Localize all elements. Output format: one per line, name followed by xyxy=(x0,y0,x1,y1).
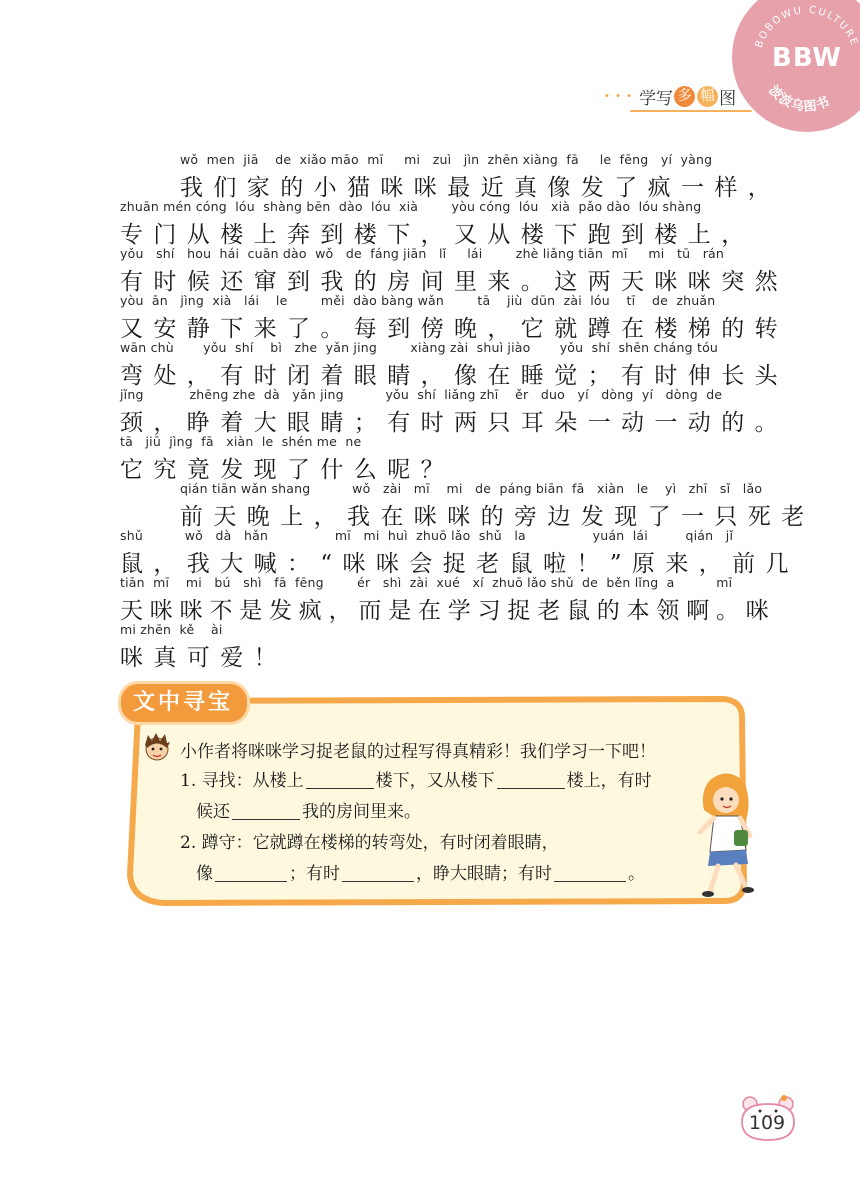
publisher-stamp xyxy=(732,0,860,132)
treasure-title: 文中寻宝 xyxy=(118,681,250,725)
girl-illustration-icon xyxy=(688,770,760,900)
hanzi-line: 天咪咪不是发疯，而是在学习捉老鼠的本领啊。咪 xyxy=(120,598,776,624)
answer-blank[interactable] xyxy=(306,770,374,789)
answer-blank[interactable] xyxy=(232,801,300,820)
essay-line xyxy=(120,622,760,669)
pinyin-line: zhuān mén cóng lóu shàng bēn dào lóu xià yòu cóng lóu xià pǎo dào lóu shàng xyxy=(120,199,702,214)
header-text-pre: 学写 xyxy=(639,89,674,109)
page-number-badge xyxy=(738,1092,798,1142)
pinyin-line: qián tiān wǎn shang wǒ zài mī mi de páng biān fā xiàn le yì zhī sǐ lǎo xyxy=(180,481,763,496)
pinyin-line: yǒu shí hou hái cuān dào wǒ de fáng jiān lǐ lái zhè liǎng tiān mī mi tū rán xyxy=(120,246,725,261)
answer-blank[interactable] xyxy=(554,863,626,882)
header-underline xyxy=(630,110,752,112)
boy-avatar-icon xyxy=(140,730,174,764)
essay-line xyxy=(120,199,760,246)
hanzi-line: 专门从楼上奔到楼下，又从楼下跑到楼上， xyxy=(120,222,755,248)
essay-line xyxy=(120,246,788,295)
essay-line xyxy=(120,575,776,624)
svg-text:BOBOWU CULTURE: BOBOWU CULTURE xyxy=(753,4,860,50)
pinyin-line: jǐng zhēng zhe dà yǎn jing yǒu shí liǎng zhī ěr duo yí dòng yí dòng de xyxy=(120,387,723,402)
treasure-prompt: 小作者将咪咪学习捉老鼠的过程写得真精彩！我们学习一下吧！ xyxy=(180,742,656,762)
hanzi-line: 我们家的小猫咪咪最近真像发了疯一样， xyxy=(180,175,782,201)
section-header xyxy=(604,84,736,109)
essay-line xyxy=(120,528,799,577)
pinyin-line: yòu ān jìng xià lái le měi dào bàng wǎn tā jiù dūn zài lóu tī de zhuǎn xyxy=(120,293,716,308)
hanzi-line: 颈，睁着大眼睛；有时两只耳朵一动一动的。 xyxy=(120,410,788,436)
dots-decoration-icon: • • • xyxy=(604,91,634,102)
hanzi-line: 咪真可爱！ xyxy=(120,645,287,671)
q2-text-c: ；有时 xyxy=(289,864,340,884)
essay-line xyxy=(120,340,788,389)
q2-text-d: ，睁大眼睛；有时 xyxy=(416,864,552,884)
header-text-post: 图 xyxy=(719,89,737,109)
answer-blank[interactable] xyxy=(215,863,287,882)
q1-text-e: 我的房间里来。 xyxy=(302,802,421,822)
q1-text-d: 候还 xyxy=(196,802,230,822)
q2-text-e: 。 xyxy=(628,864,645,884)
pinyin-line: wǒ men jiā de xiǎo māo mī mi zuì jìn zhēn xiàng fā le fēng yí yàng xyxy=(180,152,713,167)
hanzi-line: 鼠，我大喊：“咪咪会捉老鼠啦！”原来，前几 xyxy=(120,551,799,577)
hanzi-line: 前天晚上，我在咪咪的旁边发现了一只死老 xyxy=(180,504,815,530)
essay-line xyxy=(120,434,760,481)
pinyin-line: tiān mī mi bú shì fā fēng ér shì zài xué xí zhuō lǎo shǔ de běn lǐng a mī xyxy=(120,575,733,590)
q1-text-b: 楼下，又从楼下 xyxy=(375,771,495,791)
pinyin-line: wān chù yǒu shí bì zhe yǎn jing xiàng zài shuì jiào yǒu shí shēn cháng tóu xyxy=(120,340,719,355)
question-2 xyxy=(180,828,559,853)
pinyin-line: mi zhēn kě ài xyxy=(120,622,223,637)
header-highlight-2: 幅 xyxy=(697,86,718,107)
essay-line xyxy=(120,387,788,436)
svg-text:波波乌图书: 波波乌图书 xyxy=(765,82,833,115)
q1-text-c: 楼上，有时 xyxy=(566,771,652,791)
hanzi-line: 有时候还窜到我的房间里来。这两天咪咪突然 xyxy=(120,269,788,295)
header-highlight: 多 xyxy=(674,86,695,107)
essay-line xyxy=(180,152,782,201)
hanzi-line: 弯处，有时闭着眼睛，像在睡觉；有时伸长头 xyxy=(120,363,788,389)
hanzi-line: 它究竟发现了什么呢？ xyxy=(120,457,454,483)
answer-blank[interactable] xyxy=(497,770,565,789)
stamp-emblem-icon xyxy=(732,0,860,132)
q2-text-b: 像 xyxy=(196,864,213,884)
svg-text:BBW: BBW xyxy=(772,43,842,73)
page-number: 109 xyxy=(748,1112,786,1134)
essay-line xyxy=(180,481,815,530)
question-1 xyxy=(180,766,652,791)
essay-line xyxy=(120,293,788,342)
q1-text-a: 1. 寻找：从楼上 xyxy=(180,771,304,791)
q2-text-a: 2. 蹲守：它就蹲在楼梯的转弯处，有时闭着眼睛， xyxy=(180,833,559,853)
question-1-cont xyxy=(196,797,421,822)
hanzi-line: 又安静下来了。每到傍晚，它就蹲在楼梯的转 xyxy=(120,316,788,342)
answer-blank[interactable] xyxy=(342,863,414,882)
question-2-cont xyxy=(196,859,645,884)
pinyin-line: shǔ wǒ dà hǎn mī mi huì zhuō lǎo shǔ la yuán lái qián jǐ xyxy=(120,528,734,543)
pinyin-line: tā jiū jìng fā xiàn le shén me ne xyxy=(120,434,362,449)
